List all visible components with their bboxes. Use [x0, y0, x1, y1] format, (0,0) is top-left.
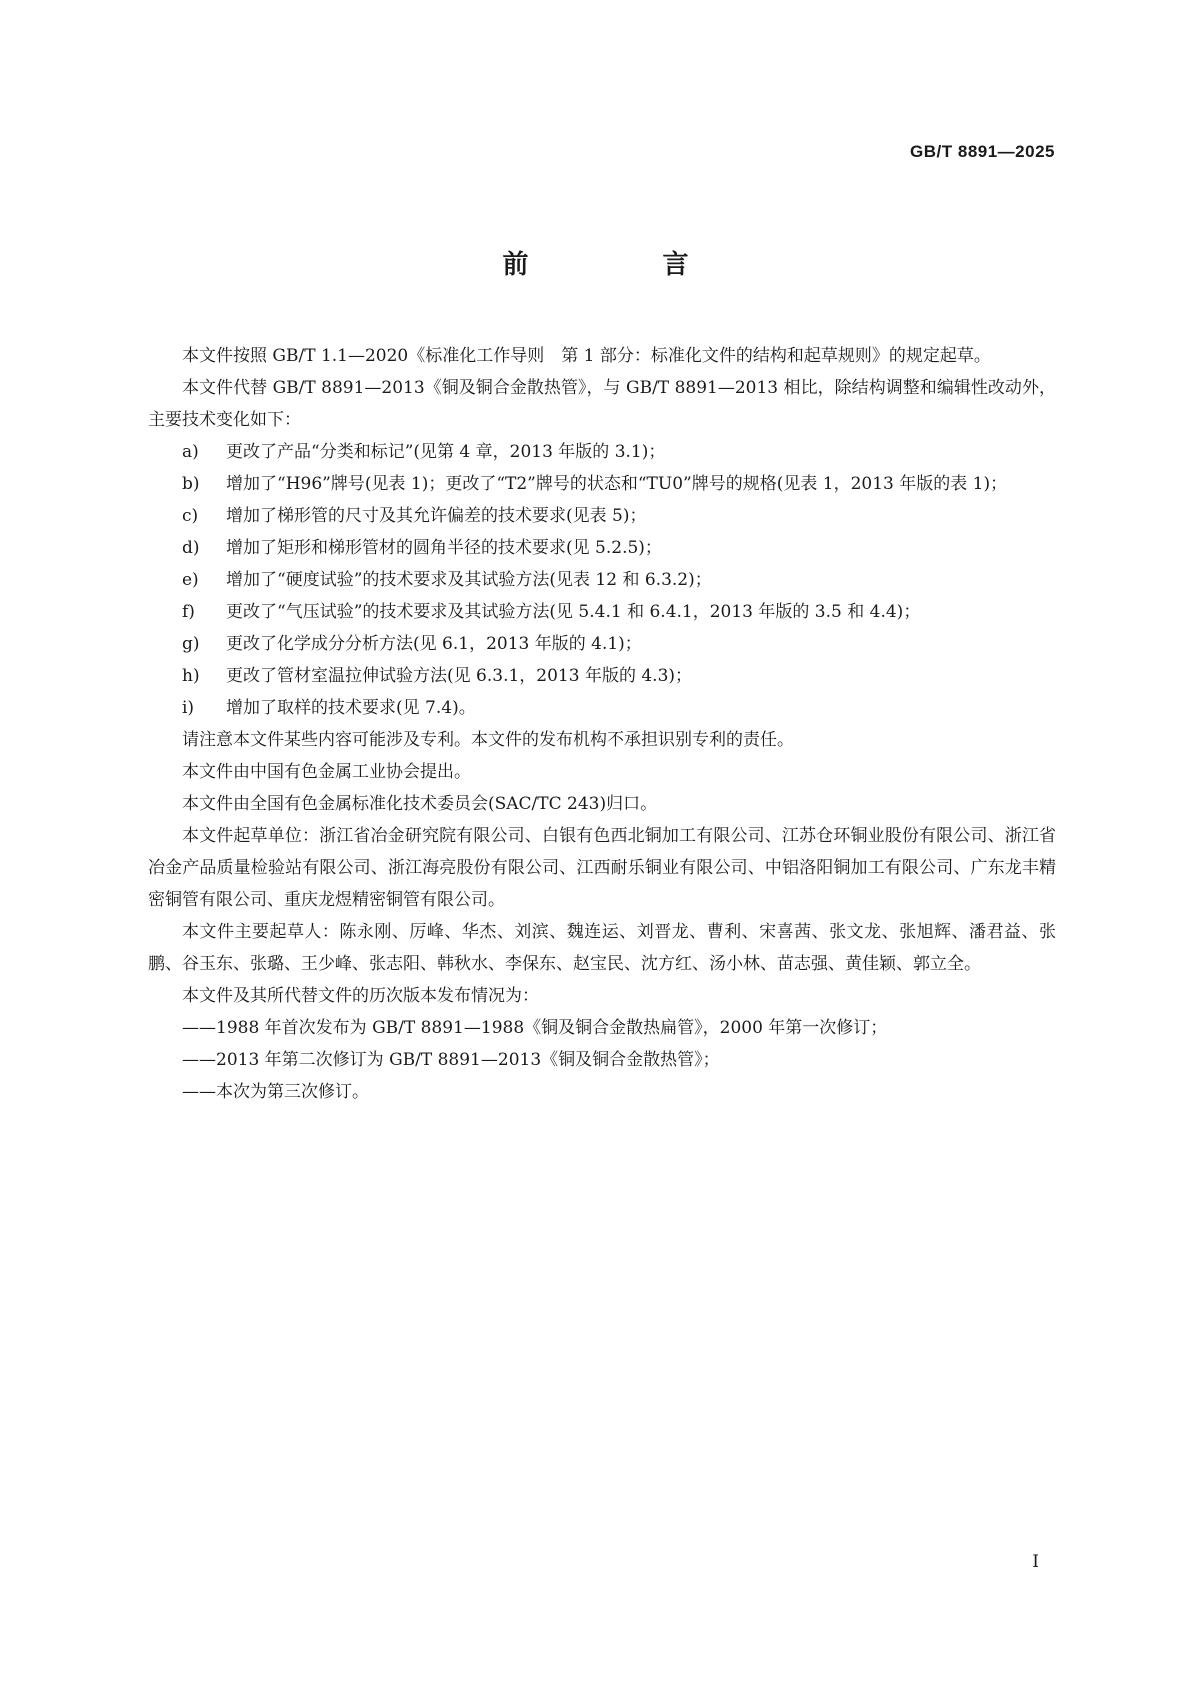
list-text: 更改了产品“分类和标记”(见第 4 章，2013 年版的 3.1)； — [226, 442, 666, 462]
list-text: 增加了矩形和梯形管材的圆角半径的技术要求(见 5.2.5)； — [226, 538, 662, 558]
list-text: 增加了“硬度试验”的技术要求及其试验方法(见表 12 和 6.3.2)； — [226, 570, 712, 590]
list-item — [182, 564, 1056, 596]
patent-notice: 请注意本文件某些内容可能涉及专利。本文件的发布机构不承担识别专利的责任。 — [182, 730, 794, 750]
list-item — [182, 628, 1056, 660]
list-text: 增加了“H96”牌号(见表 1)；更改了“T2”牌号的状态和“TU0”牌号的规格(见表 1，2013 年版的表 1)； — [226, 474, 1008, 494]
list-item — [182, 532, 1056, 564]
history-item: ——1988 年首次发布为 GB/T 8891—1988《铜及铜合金散热扁管》，2000 年第一次修订； — [182, 1018, 888, 1038]
page-number: I — [1032, 1552, 1039, 1572]
list-item — [182, 468, 1056, 500]
list-item — [182, 500, 1056, 532]
proposer-statement: 本文件由中国有色金属工业协会提出。 — [182, 762, 471, 782]
list-marker: a) — [182, 442, 199, 462]
list-text: 更改了“气压试验”的技术要求及其试验方法(见 5.4.1 和 6.4.1，2013 年版的 3.5 和 4.4)； — [226, 602, 921, 622]
list-marker: h) — [182, 666, 200, 686]
list-item — [182, 692, 1056, 724]
foreword-body — [148, 340, 1056, 1108]
intro-paragraph-1: 本文件按照 GB/T 1.1—2020《标准化工作导则 第 1 部分：标准化文件的结构和起草规则》的规定起草。 — [182, 346, 991, 366]
list-text: 更改了管材室温拉伸试验方法(见 6.3.1，2013 年版的 4.3)； — [226, 666, 693, 686]
main-drafters: 本文件主要起草人：陈永刚、厉峰、华杰、刘滨、魏连运、刘晋龙、曹利、宋喜茜、张文龙、张旭辉、潘君益、张鹏、谷玉东、张璐、王少峰、张志阳、韩秋水、李保东、赵宝民、沈方红、汤小林、苗志强、黄佳颖、郭立全。 — [148, 922, 1056, 974]
list-text: 增加了梯形管的尺寸及其允许偏差的技术要求(见表 5)； — [226, 506, 647, 526]
list-marker: i) — [182, 698, 195, 718]
centralized-statement: 本文件由全国有色金属标准化技术委员会(SAC/TC 243)归口。 — [182, 794, 658, 814]
list-text: 增加了取样的技术要求(见 7.4)。 — [226, 698, 476, 718]
history-list — [148, 1012, 1056, 1108]
page-title: 前 言 — [502, 250, 743, 280]
document-code: GB/T 8891—2025 — [910, 142, 1055, 161]
history-item: ——2013 年第二次修订为 GB/T 8891—2013《铜及铜合金散热管》； — [182, 1050, 720, 1070]
list-marker: g) — [182, 634, 200, 654]
intro-paragraph-2: 本文件代替 GB/T 8891—2013《铜及铜合金散热管》，与 GB/T 8891—2013 相比，除结构调整和编辑性改动外，主要技术变化如下： — [148, 378, 1056, 430]
list-marker: e) — [182, 570, 199, 590]
history-item: ——本次为第三次修订。 — [182, 1082, 369, 1102]
list-text: 更改了化学成分分析方法(见 6.1，2013 年版的 4.1)； — [226, 634, 642, 654]
list-item — [182, 436, 1056, 468]
changes-list — [148, 436, 1056, 724]
list-marker: f) — [182, 602, 195, 622]
list-marker: d) — [182, 538, 200, 558]
drafting-units: 本文件起草单位：浙江省冶金研究院有限公司、白银有色西北铜加工有限公司、江苏仓环铜业股份有限公司、浙江省冶金产品质量检验站有限公司、浙江海亮股份有限公司、江西耐乐铜业有限公司、中铝洛阳铜加工有限公司、广东龙丰精密铜管有限公司、重庆龙煜精密铜管有限公司。 — [148, 826, 1056, 910]
list-marker: c) — [182, 506, 199, 526]
list-item — [182, 660, 1056, 692]
history-intro: 本文件及其所代替文件的历次版本发布情况为： — [182, 986, 539, 1006]
list-marker: b) — [182, 474, 200, 494]
list-item — [182, 596, 1056, 628]
